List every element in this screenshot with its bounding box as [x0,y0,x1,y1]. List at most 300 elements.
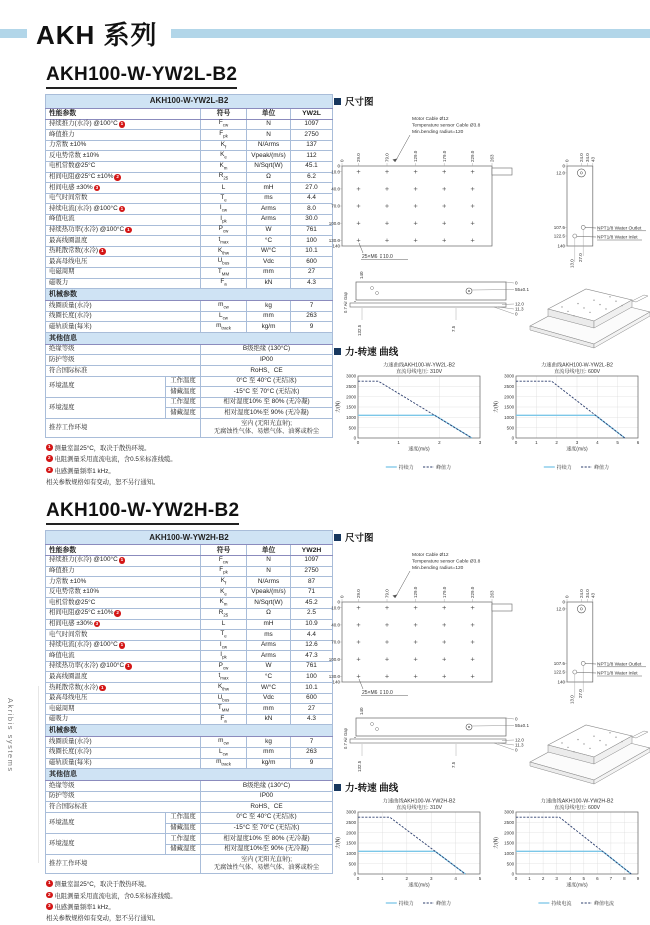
spec-row [46,183,333,194]
brand-vertical-text: Akribis systems [6,698,15,773]
spec-row [46,151,333,162]
param-unit: mm [247,704,291,715]
svg-text:500: 500 [348,861,357,867]
svg-text:0: 0 [564,595,570,599]
info-name: 环境湿度 [46,397,166,418]
svg-text:229.0: 229.0 [470,587,476,599]
svg-text:24.0: 24.0 [579,153,584,162]
param-unit: N/Sqrt(W) [247,598,291,609]
svg-text:2000: 2000 [346,830,357,836]
param-name: 电气时间常数 [46,193,201,204]
footnote-line: 1 测量室温25°C，取决于散热环境。 [47,444,151,453]
param-value: 600 [291,693,333,704]
footnote-line: 相关参数规格如有变动，恕不另行通知。 [46,479,160,487]
param-symbol: $K_{thw}$ [201,683,247,694]
param-unit: N [247,130,291,141]
info-sub-label: 储藏温度 [166,823,201,834]
param-name: 最高母线电压 [46,693,201,704]
param-symbol: $L_{cw}$ [201,748,247,759]
spec-row [46,130,333,141]
cable-note [393,552,481,598]
svg-text:0: 0 [515,280,518,286]
info-sub-row [46,376,333,387]
svg-text:0: 0 [337,599,340,605]
info-sub-label: 储藏湿度 [166,408,201,419]
param-symbol: $t_{max}$ [201,672,247,683]
param-unit: Vpeak/(m/s) [247,151,291,162]
param-symbol: $T_e$ [201,193,247,204]
info-sub-label: 储藏湿度 [166,844,201,855]
svg-text:0: 0 [514,876,518,882]
param-value: 1097 [291,555,333,566]
svg-text:1: 1 [528,876,531,882]
info-value: 相对湿度10%至 90% (无冷凝) [201,844,333,855]
svg-text:107.5: 107.5 [553,661,565,667]
param-unit: Arms [247,640,291,651]
info-sub-label: 储藏温度 [166,387,201,398]
info-row [46,366,333,377]
param-unit: N/Sqrt(W) [247,161,291,172]
info-value: -15°C 至 70°C (无结冰) [201,823,333,834]
param-symbol: $T_{MM}$ [201,267,247,278]
footnote-badge: 2 [47,891,51,897]
table-title-row [46,95,333,109]
param-symbol: $m_{track}$ [201,322,247,333]
svg-text:Temperature sensor Cable Ø3.8: Temperature sensor Cable Ø3.8 [412,559,481,565]
param-unit: W/°C [247,683,291,694]
spec-row [46,322,333,333]
svg-text:8: 8 [623,876,626,882]
svg-text:1500: 1500 [346,840,357,846]
svg-text:2: 2 [555,440,558,445]
param-unit: W/°C [247,246,291,257]
svg-text:24.0: 24.0 [579,589,584,599]
section-columns [45,530,650,924]
param-name: 力常数 ±10% [46,577,201,588]
param-symbol: L [201,619,247,630]
svg-text:3: 3 [575,440,579,445]
svg-text:130.0: 130.0 [328,237,340,243]
svg-text:140: 140 [359,707,364,716]
svg-text:峰值电流: 峰值电流 [594,901,615,908]
param-symbol: $I_{pk}$ [201,214,247,225]
svg-text:Min.bending radius=120: Min.bending radius=120 [412,566,464,572]
param-value: 7 [291,301,333,312]
svg-text:直流母线电压: 600V: 直流母线电压: 600V [553,805,601,812]
svg-text:140: 140 [332,679,340,685]
param-value: 87 [291,577,333,588]
svg-text:速度(m/s): 速度(m/s) [566,446,588,453]
param-symbol: $T_{MM}$ [201,704,247,715]
svg-text:力速曲线AKH100-W-YW2L-B2: 力速曲线AKH100-W-YW2L-B2 [382,362,456,369]
footnote-line: 1 测量室温25°C，取决于散热环境。 [47,880,151,889]
svg-text:140: 140 [557,243,565,249]
param-name: 电机常数@25°C [46,598,201,609]
svg-text:130.0: 130.0 [328,674,340,680]
spec-row [46,193,333,204]
cable-note [393,116,481,162]
product-section-2 [0,500,650,924]
param-unit: mm [247,311,291,322]
param-name: 相间电阻@25°C ±10% 2 [46,608,201,619]
svg-text:70.0: 70.0 [331,639,340,645]
footnote-badge: 1 [120,121,124,127]
spec-row [46,598,333,609]
spec-row [46,214,333,225]
svg-text:27.0: 27.0 [578,689,583,699]
svg-text:263: 263 [489,590,495,599]
footnote-badge: 3 [95,620,99,626]
svg-text:NPT1/8 Water Inlet: NPT1/8 Water Inlet [597,671,638,677]
svg-text:25×M6 ↧10.0: 25×M6 ↧10.0 [362,690,393,697]
param-name: 相间电感 ±30% 3 [46,619,201,630]
param-symbol: L [201,183,247,194]
param-name: 最高母线电压 [46,257,201,268]
param-name: 线圈质量(水冷) [46,301,201,312]
param-unit: kg [247,301,291,312]
footnote-badge: 1 [120,557,124,563]
spec-tbody [46,531,333,874]
force-speed-chart [334,360,488,472]
param-symbol: $F_a$ [201,714,247,725]
svg-text:力速曲线AKH100-W-YW2L-B2: 力速曲线AKH100-W-YW2L-B2 [540,362,614,369]
svg-text:11.3: 11.3 [515,306,524,312]
svg-text:1000: 1000 [346,851,357,857]
param-name: 电气时间常数 [46,630,201,641]
svg-text:3: 3 [555,876,558,882]
svg-text:0: 0 [511,435,515,441]
param-unit: Vdc [247,693,291,704]
svg-text:1500: 1500 [346,404,357,410]
info-name: 绝缘等级 [46,344,201,355]
info-name: 推荐工作环境 [46,855,201,874]
info-name: 推荐工作环境 [46,419,201,438]
svg-text:0: 0 [562,599,565,605]
svg-text:10.0: 10.0 [331,605,340,611]
table-title: AKH100-W-YW2H-B2 [46,531,333,545]
param-value: 4.4 [291,630,333,641]
svg-text:4: 4 [454,876,457,882]
svg-text:5: 5 [478,876,482,882]
param-name: 峰值电流 [46,651,201,662]
param-value: 71 [291,587,333,598]
dimension-figure-svg [328,546,650,780]
param-name: 热耗散常数(水冷) 1 [46,683,201,694]
param-unit: W [247,225,291,236]
svg-text:Temperature sensor Cable Ø3.8: Temperature sensor Cable Ø3.8 [412,123,481,129]
other-header-row [46,332,333,344]
param-unit: mm [247,748,291,759]
param-symbol: $F_{pk}$ [201,130,247,141]
spec-row [46,704,333,715]
svg-text:140: 140 [359,271,364,279]
spec-column [45,94,334,488]
svg-text:263: 263 [489,154,495,162]
svg-text:179.0: 179.0 [441,150,447,162]
param-value: 112 [291,151,333,162]
info-sub-label: 工作温度 [166,813,201,824]
info-value: RoHS、CE [201,366,333,377]
param-symbol: $I_{pk}$ [201,651,247,662]
param-unit: kN [247,714,291,725]
square-bullet-icon [334,784,341,791]
svg-text:27.0: 27.0 [578,253,583,262]
spec-row [46,758,333,769]
param-name: 磁轨质量(每米) [46,758,201,769]
info-row [46,344,333,355]
param-symbol: $I_{cw}$ [201,640,247,651]
svg-text:速度(m/s): 速度(m/s) [566,882,588,889]
spec-row [46,140,333,151]
param-name: 持续推力(水冷) @100°C 1 [46,555,201,566]
svg-text:力(N): 力(N) [335,401,342,413]
svg-text:峰值力: 峰值力 [594,464,610,471]
svg-text:229.0: 229.0 [470,150,476,162]
info-value: 室内 (无阳光直射); 无腐蚀性气体、易燃气体、油雾或粉尘 [201,855,333,874]
svg-text:3000: 3000 [504,809,515,815]
col-sym-header: 符号 [201,545,247,556]
param-name: 最高线圈温度 [46,672,201,683]
svg-text:Motor Cable Ø12: Motor Cable Ø12 [412,117,449,122]
spec-row [46,301,333,312]
param-value: 7 [291,737,333,748]
info-sub-row [46,397,333,408]
force-speed-chart [492,796,646,908]
svg-text:100.0: 100.0 [328,657,340,663]
footnote-badge: 1 [47,880,51,886]
svg-text:2500: 2500 [346,383,357,389]
footnote-badge: 1 [127,663,130,669]
footnote-badge: 1 [127,226,130,232]
dimension-section-title [334,530,650,544]
param-unit: mH [247,183,291,194]
svg-text:43: 43 [590,156,596,162]
param-name: 热耗散常数(水冷) 1 [46,246,201,257]
top-view [329,150,512,260]
svg-text:40.0: 40.0 [331,186,340,192]
force-speed-chart [492,360,646,472]
svg-text:力(N): 力(N) [493,401,500,413]
spec-row [46,640,333,651]
spec-row [46,619,333,630]
param-name: 磁吸力 [46,278,201,289]
footnotes [46,879,334,924]
header-accent-bar-right [171,29,650,38]
svg-text:0: 0 [564,159,570,162]
info-value: B级绝缘 (130°C) [201,781,333,792]
info-name: 防护等级 [46,791,201,802]
spec-row [46,246,333,257]
col-unit-header: 单位 [247,109,291,120]
spec-row [46,683,333,694]
svg-text:140: 140 [332,243,340,249]
dimension-figure [328,546,650,780]
svg-text:1: 1 [381,876,384,882]
footnote-line: 3 电感测量频率1 kHz。 [47,466,115,475]
footnote-line: 相关参数规格如有变动，恕不另行通知。 [46,915,160,923]
footnotes [46,443,334,488]
param-value: 100 [291,236,333,247]
param-unit: Vpeak/(m/s) [247,587,291,598]
spec-row [46,267,333,278]
svg-text:12.0: 12.0 [556,606,565,612]
param-name: 反电势常数 ±10% [46,587,201,598]
spec-row [46,204,333,215]
svg-text:1500: 1500 [504,404,515,410]
spec-row [46,748,333,759]
param-unit: Vdc [247,257,291,268]
svg-text:2500: 2500 [504,820,515,826]
svg-text:3000: 3000 [504,373,515,379]
svg-text:直流母线电压: 310V: 直流母线电压: 310V [395,369,443,375]
svg-text:2: 2 [405,876,409,882]
footnote-badge: 3 [95,184,99,190]
svg-text:1000: 1000 [504,414,515,420]
svg-text:1500: 1500 [504,840,515,846]
param-value: 761 [291,661,333,672]
param-value: 263 [291,311,333,322]
svg-text:34.0: 34.0 [585,153,590,162]
svg-text:0: 0 [356,440,360,445]
svg-text:0.7 Air Gap: 0.7 Air Gap [343,292,348,313]
svg-text:2: 2 [438,440,441,445]
svg-text:2000: 2000 [504,830,515,836]
curve-section-title [334,344,650,358]
dimension-figure [328,110,650,344]
svg-text:10.0: 10.0 [331,169,340,175]
param-value: 100 [291,672,333,683]
svg-text:179.0: 179.0 [441,587,447,599]
svg-text:25×M6 ↧10.0: 25×M6 ↧10.0 [362,254,393,260]
other-header-row [46,769,333,781]
param-unit: Ω [247,608,291,619]
svg-text:峰值力: 峰值力 [436,464,452,471]
param-symbol: $F_a$ [201,278,247,289]
info-sub-row [46,834,333,845]
param-unit: °C [247,236,291,247]
svg-text:0: 0 [353,435,357,441]
other-header: 其他信息 [46,332,333,344]
info-name: 符合国际标准 [46,366,201,377]
param-value: 2750 [291,566,333,577]
spec-row [46,119,333,130]
param-symbol: $F_{cw}$ [201,119,247,130]
param-symbol: $F_{pk}$ [201,566,247,577]
svg-text:峰值力: 峰值力 [436,901,452,908]
info-sub-label: 工作温度 [166,376,201,387]
sections-container [0,64,650,925]
info-value: -15°C 至 70°C (无结冰) [201,387,333,398]
spec-row [46,630,333,641]
param-name: 持续电流(水冷) @100°C 1 [46,204,201,215]
force-speed-charts [334,360,650,472]
param-value: 4.3 [291,714,333,725]
footnote-badge: 1 [100,248,104,254]
svg-text:12.0: 12.0 [556,170,565,176]
section-columns [45,94,650,488]
svg-text:29.0: 29.0 [356,589,362,599]
param-symbol: $U_{bus}$ [201,257,247,268]
svg-text:NPT1/8 Water Outlet: NPT1/8 Water Outlet [597,226,642,232]
iso-view [530,289,650,348]
svg-text:5: 5 [582,876,586,882]
svg-text:12.0: 12.0 [515,737,524,743]
param-name: 力常数 ±10% [46,140,201,151]
spec-row [46,587,333,598]
param-value: 45.1 [291,161,333,172]
svg-text:29.0: 29.0 [356,153,362,162]
side-view [343,271,529,336]
square-bullet-icon [334,348,341,355]
param-symbol: $K_f$ [201,140,247,151]
figure-column [328,94,650,472]
footnote-badge: 1 [100,684,104,690]
svg-text:7.5: 7.5 [451,762,456,769]
svg-text:2000: 2000 [346,394,357,400]
footnote-badge: 2 [47,455,51,461]
param-value: 47.3 [291,651,333,662]
table-colhead-row [46,109,333,120]
param-value: 27 [291,267,333,278]
param-name: 最高线圈温度 [46,236,201,247]
param-symbol: $K_e$ [201,151,247,162]
param-unit: N/Arms [247,140,291,151]
svg-text:0: 0 [515,311,518,317]
param-unit: N [247,566,291,577]
info-name: 环境温度 [46,813,166,834]
curve-title-label: 力-转速 曲线 [345,347,399,358]
param-value: 761 [291,225,333,236]
param-name: 持续热功率(水冷) @100°C 1 [46,661,201,672]
svg-text:7: 7 [609,876,613,882]
param-unit: mm [247,267,291,278]
param-name: 磁轨质量(每米) [46,322,201,333]
svg-text:0: 0 [511,871,515,877]
svg-text:11.3: 11.3 [515,742,524,748]
param-name: 电磁周期 [46,267,201,278]
param-symbol: $P_{cw}$ [201,225,247,236]
spec-row [46,672,333,683]
spec-row [46,311,333,322]
svg-text:3000: 3000 [346,809,357,815]
model-heading: AKH100-W-YW2H-B2 [46,500,239,525]
svg-text:1000: 1000 [346,414,357,420]
svg-text:13.0: 13.0 [569,259,575,268]
svg-text:100.0: 100.0 [328,220,340,226]
svg-text:43: 43 [590,593,596,599]
param-symbol: $R_{25}$ [201,608,247,619]
svg-text:力(N): 力(N) [493,837,500,850]
param-unit: Arms [247,214,291,225]
param-symbol: $m_{cw}$ [201,301,247,312]
param-name: 线圈长度(水冷) [46,748,201,759]
param-name: 持续推力(水冷) @100°C 1 [46,119,201,130]
info-row [46,781,333,792]
spec-row [46,278,333,289]
svg-text:0: 0 [515,747,518,753]
svg-text:2000: 2000 [504,394,515,400]
info-sub-row [46,813,333,824]
param-name: 峰值推力 [46,130,201,141]
svg-text:持续力: 持续力 [398,464,414,471]
spec-row [46,608,333,619]
info-sub-label: 工作湿度 [166,397,201,408]
side-view [343,707,529,772]
svg-text:持续力: 持续力 [556,464,572,471]
param-unit: kg/m [247,322,291,333]
param-symbol: $K_{thw}$ [201,246,247,257]
spec-row [46,566,333,577]
